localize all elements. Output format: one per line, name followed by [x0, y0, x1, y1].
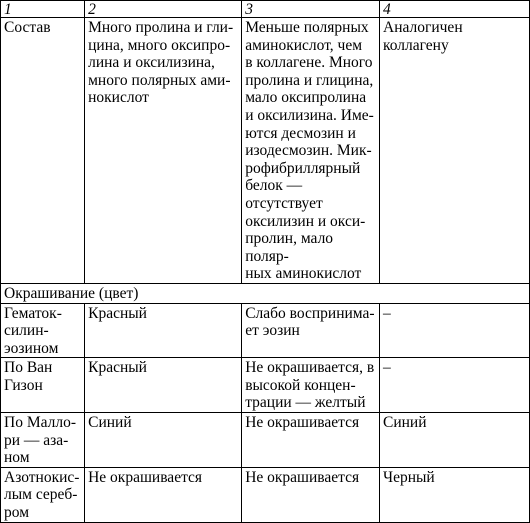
stain-row: [1, 467, 530, 522]
text-line: белок — отсутствует: [245, 177, 323, 212]
text-line: изодесмозин. Мик-: [245, 142, 372, 160]
stain-col4: –: [380, 303, 530, 358]
text-line: Не окрашивается, в: [245, 359, 375, 377]
text-line: По Малло-: [4, 414, 76, 432]
stain-col3: [242, 467, 380, 522]
text-line: Много пролина и гли-: [88, 19, 234, 36]
text-line: ри — аза-: [4, 431, 69, 449]
text-line: мало оксипролина: [245, 89, 367, 107]
text-line: Не окрашивается: [245, 414, 360, 432]
text-line: Слабо воспринима-: [245, 304, 375, 322]
text-line: лина и оксилизина,: [88, 54, 215, 72]
stain-col3: [242, 303, 380, 358]
stain-col2: Красный: [85, 303, 242, 358]
composition-col2: [85, 18, 242, 284]
stain-col2: Синий: [85, 413, 242, 468]
stain-col2: Красный: [85, 358, 242, 413]
text-line: силин-: [4, 322, 49, 340]
row-label: Состав: [1, 18, 85, 284]
column-number-row: [1, 1, 530, 18]
text-line: По Ван: [4, 359, 53, 377]
row-label: [1, 467, 85, 522]
stain-col2: Не окрашивается: [85, 467, 242, 522]
text-line: Гизон: [4, 376, 43, 394]
text-line: в коллагене. Много: [245, 54, 373, 72]
composition-col3: [242, 18, 380, 284]
stain-col3: [242, 358, 380, 413]
row-label: [1, 358, 85, 413]
text-line: пролин, мало поляр-: [245, 230, 334, 265]
composition-col4: Аналогичен коллагену: [380, 18, 530, 284]
text-line: аминокислот, чем: [245, 36, 363, 54]
text-line: Не окрашивается: [245, 468, 360, 486]
text-line: цина, много оксипро-: [88, 36, 231, 54]
text-line: рофибриллярный: [245, 159, 361, 177]
text-line: оксилизин и окси-: [245, 212, 366, 230]
text-line: лым сереб-: [4, 486, 78, 504]
column-number: 1: [1, 1, 85, 18]
text-line: и оксилизина. Име-: [245, 106, 374, 124]
section-heading-row: [1, 283, 530, 303]
column-number: 4: [380, 1, 530, 18]
stain-col3: [242, 413, 380, 468]
row-label: [1, 413, 85, 468]
composition-row: [1, 18, 530, 284]
text-line: нокислот: [88, 89, 149, 107]
text-line: высокой концен-: [245, 376, 356, 394]
text-line: эозином: [4, 339, 59, 357]
stain-col4: Черный: [380, 467, 530, 522]
text-line: ных аминокислот: [245, 265, 362, 283]
text-line: Меньше полярных: [245, 19, 369, 36]
text-line: пролина и глицина,: [245, 71, 374, 89]
stain-row: [1, 358, 530, 413]
text-line: много полярных ами-: [88, 71, 231, 89]
text-line: ет эозин: [245, 322, 300, 340]
text-line: ром: [4, 504, 30, 522]
section-heading: Окрашивание (цвет): [1, 283, 530, 303]
text-line: Гематок-: [4, 304, 62, 322]
stain-row: [1, 413, 530, 468]
text-line: ном: [4, 449, 30, 467]
stain-col4: Синий: [380, 413, 530, 468]
row-label: [1, 303, 85, 358]
text-line: Азотнокис-: [4, 468, 80, 486]
stain-col4: –: [380, 358, 530, 413]
text-line: ются десмозин и: [245, 124, 356, 142]
stain-row: [1, 303, 530, 358]
column-number: 2: [85, 1, 242, 18]
column-number: 3: [242, 1, 380, 18]
text-line: трации — желтый: [245, 394, 366, 412]
